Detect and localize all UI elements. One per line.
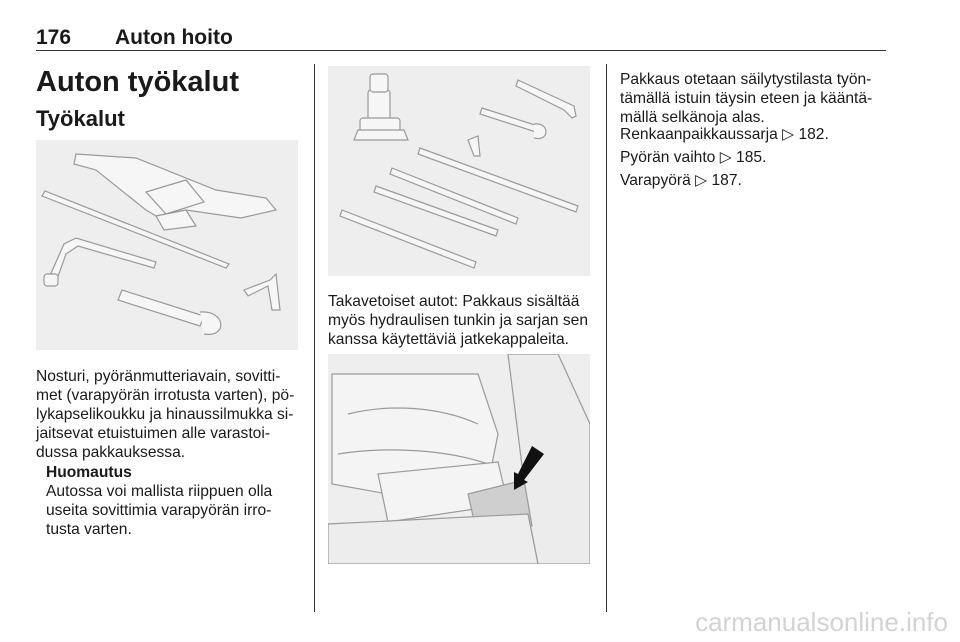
column-divider-1 — [314, 64, 315, 612]
tools-description: Nosturi, pyöränmutteriavain, sovitti- met (varapyörän irrotusta varten), pö- lykapselikoukku ja hinaussilmukka si- jaitsevat etuistuimen alle varastoi- dussa pakkauksessa. — [36, 368, 295, 461]
ref-wheel-change[interactable]: Pyörän vaihto ▷ 185. — [620, 149, 767, 166]
watermark: carmanualsonline.info — [695, 607, 948, 637]
seat-storage-icon — [328, 354, 590, 564]
ref-arrow-icon: ▷ — [695, 172, 708, 189]
hydraulic-jack-illustration — [328, 66, 590, 276]
ref-tyre-repair-kit[interactable]: Renkaanpaikkaussarja ▷ 182. — [620, 126, 829, 143]
note-block: Huomautus Autossa voi mallista riippuen olla useita sovittimia varapyörän irro- tusta varten. — [46, 463, 306, 539]
header-rule — [36, 50, 886, 51]
page-number: 176 — [36, 26, 72, 49]
note-heading: Huomautus — [46, 464, 132, 481]
column-divider-2 — [606, 64, 607, 612]
header-title: Auton hoito — [115, 26, 233, 49]
hydraulic-jack-icon — [328, 66, 590, 276]
tools-illustration — [36, 140, 298, 350]
rwd-caption: Takavetoiset autot: Pakkaus sisältää myös hydraulisen tunkin ja sarjan sen kanssa käytettäviä jatkekappaleita. — [328, 293, 589, 348]
reference-list — [620, 125, 892, 190]
section-subtitle: Työkalut — [36, 106, 125, 131]
ref-spare-wheel[interactable]: Varapyörä ▷ 187. — [620, 172, 742, 189]
ref-arrow-icon: ▷ — [782, 126, 795, 143]
scissor-jack-and-tools-icon — [36, 140, 298, 350]
section-title: Auton työkalut — [36, 66, 239, 98]
seat-storage-illustration — [328, 354, 590, 564]
storage-instructions: Pakkaus otetaan säilytystilasta työn- tämällä istuin täysin eteen ja kääntä- mällä selkänoja alas. — [620, 71, 873, 126]
ref-arrow-icon: ▷ — [719, 149, 732, 166]
